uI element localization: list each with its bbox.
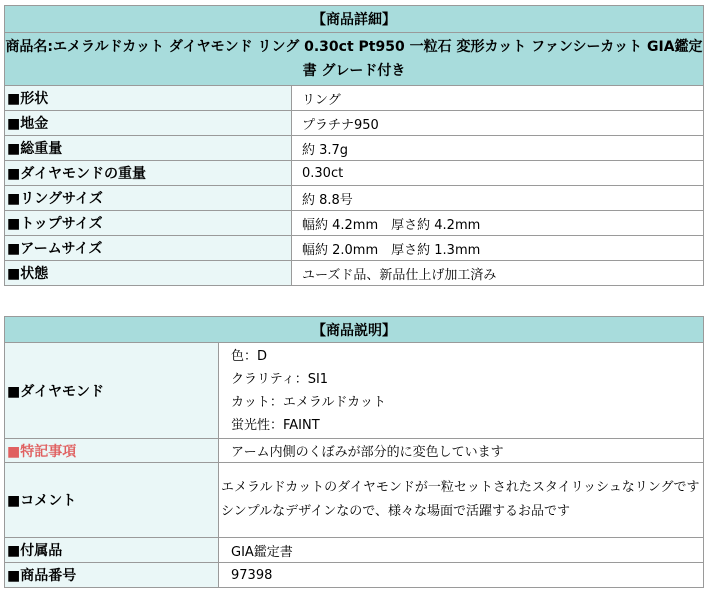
details-row-ring-size bbox=[5, 186, 704, 211]
comment-line-2: シンプルなデザインなので、様々な場面で活躍するお品です bbox=[221, 504, 570, 519]
description-heading: 【商品説明】 bbox=[5, 317, 704, 343]
diamond-fluorescence: 蛍光性：FAINT bbox=[231, 417, 320, 433]
details-row-top-size bbox=[5, 211, 704, 236]
condition-value: ユーズド品、新品仕上げ加工済み bbox=[292, 261, 704, 286]
total-weight-label: ■総重量 bbox=[5, 136, 292, 161]
product-title bbox=[5, 33, 704, 86]
accessories-label: ■付属品 bbox=[5, 538, 219, 563]
ring-size-label: ■リングサイズ bbox=[5, 186, 292, 211]
description-row-diamond bbox=[5, 343, 704, 439]
details-row-condition bbox=[5, 261, 704, 286]
description-row-comment bbox=[5, 463, 704, 538]
diamond-clarity: クラリティ：SI1 bbox=[231, 371, 329, 387]
diamond-label: ■ダイヤモンド bbox=[5, 343, 219, 439]
diamond-color: 色：D bbox=[231, 348, 268, 364]
details-row-diamond-weight bbox=[5, 161, 704, 186]
ring-size-value: 約 8.8号 bbox=[292, 186, 704, 211]
product-title-text: 商品名:エメラルドカット ダイヤモンド リング 0.30ct Pt950 一粒石 変形カット ファンシーカット GIA鑑定書 グレード付き bbox=[5, 39, 703, 79]
notice-value: アーム内側のくぼみが部分的に変色しています bbox=[219, 439, 704, 463]
details-row-metal bbox=[5, 111, 704, 136]
top-size-value: 幅約 4.2mm 厚さ約 4.2mm bbox=[292, 211, 704, 236]
product-description-table bbox=[4, 316, 704, 588]
product-details-table bbox=[4, 5, 704, 286]
shape-label: ■形状 bbox=[5, 86, 292, 111]
condition-label: ■状態 bbox=[5, 261, 292, 286]
metal-value: プラチナ950 bbox=[292, 111, 704, 136]
details-row-arm-size bbox=[5, 236, 704, 261]
notice-label: ■特記事項 bbox=[5, 439, 219, 463]
details-row-shape bbox=[5, 86, 704, 111]
total-weight-value: 約 3.7g bbox=[292, 136, 704, 161]
item-number-label: ■商品番号 bbox=[5, 563, 219, 588]
arm-size-label: ■アームサイズ bbox=[5, 236, 292, 261]
accessories-value: GIA鑑定書 bbox=[219, 538, 704, 563]
diamond-weight-value: 0.30ct bbox=[292, 161, 704, 186]
diamond-weight-label: ■ダイヤモンドの重量 bbox=[5, 161, 292, 186]
arm-size-value: 幅約 2.0mm 厚さ約 1.3mm bbox=[292, 236, 704, 261]
metal-label: ■地金 bbox=[5, 111, 292, 136]
shape-value: リング bbox=[292, 86, 704, 111]
description-row-item-number bbox=[5, 563, 704, 588]
description-row-accessories bbox=[5, 538, 704, 563]
item-number-value: 97398 bbox=[219, 563, 704, 588]
comment-line-1: エメラルドカットのダイヤモンドが一粒セットされたスタイリッシュなリングです bbox=[221, 480, 700, 495]
top-size-label: ■トップサイズ bbox=[5, 211, 292, 236]
comment-text bbox=[219, 463, 704, 538]
details-row-total-weight bbox=[5, 136, 704, 161]
diamond-cut: カット：エメラルドカット bbox=[231, 394, 386, 410]
diamond-specs bbox=[219, 343, 704, 439]
description-row-notice bbox=[5, 439, 704, 463]
comment-label: ■コメント bbox=[5, 463, 219, 538]
details-heading: 【商品詳細】 bbox=[5, 6, 704, 33]
